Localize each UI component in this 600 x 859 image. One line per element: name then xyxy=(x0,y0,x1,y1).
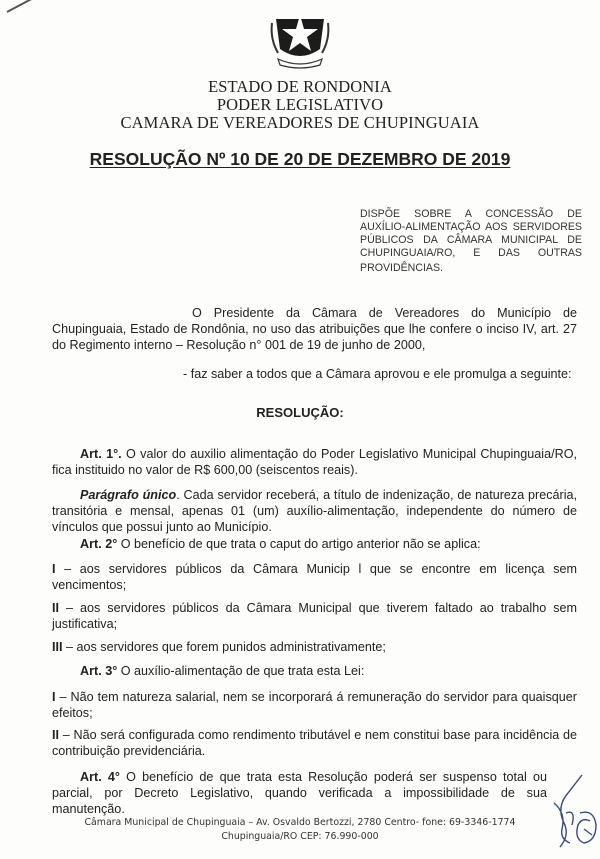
item-text: – aos servidores públicos da Câmara Municipal que tiverem faltado ao trabalho sem justificativa; xyxy=(52,601,577,631)
item-number: I xyxy=(52,690,56,704)
article-3-item xyxy=(52,727,577,759)
item-number: II xyxy=(52,728,59,742)
item-text: – Não tem natureza salarial, nem se incorporará á remuneração do servidor para quaisquer efeitos; xyxy=(52,690,577,720)
item-text: – aos servidores que forem punidos administrativamente; xyxy=(62,640,386,654)
article-3-label: Art. 3° xyxy=(80,664,118,678)
paragrafo-unico xyxy=(52,487,577,535)
preamble: O Presidente da Câmara de Vereadores do Município de Chupinguaia, Estado de Rondônia, no uso das atribuições que lhe confere o inciso IV, art. 27 do Regimento interno – Resolução n° 001 de 19 de junho de 2000, xyxy=(52,306,577,352)
footer-city: Chupinguaia/RO CEP: 76.990-000 xyxy=(221,831,379,842)
item-text: – Não será configurada como rendimento tributável e nem constitui base para incidência de contribuição previdenciária. xyxy=(52,728,577,758)
ementa-line: PÚBLICOS DA CÂMARA MUNICIPAL DE xyxy=(360,234,582,246)
article-1-text: O valor do auxilio alimentação do Poder Legislativo Municipal Chupinguaia/RO, fica instituido no valor de R$ 600,00 (seiscentos reais). xyxy=(52,447,577,477)
promulgation-line: - faz saber a todos que a Câmara aprovou e ele promulga a seguinte: xyxy=(183,367,572,381)
ementa-line: PROVIDÊNCIAS. xyxy=(360,262,444,274)
article-4-label: Art. 4° xyxy=(80,770,120,784)
item-number: II xyxy=(52,601,59,615)
article-3 xyxy=(52,663,577,679)
item-number: III xyxy=(52,640,63,654)
resolution-heading: RESOLUÇÃO: xyxy=(256,405,344,420)
header-branch: PODER LEGISLATIVO xyxy=(216,95,384,114)
article-3-text: O auxílio-alimentação de que trata esta Lei: xyxy=(117,664,365,678)
header-chamber: CAMARA DE VEREADORES DE CHUPINGUAIA xyxy=(120,113,480,132)
ementa-line: DISPÕE SOBRE A CONCESSÃO DE xyxy=(360,208,582,220)
ementa-line: AUXÍLIO-ALIMENTAÇÃO AOS SERVIDORES xyxy=(360,221,582,233)
article-2-text: O benefício de que trata o caput do artigo anterior não se aplica: xyxy=(117,537,481,551)
paragrafo-unico-label: Parágrafo único xyxy=(80,488,177,502)
ementa xyxy=(360,208,582,275)
item-text: – aos servidores públicos da Câmara Municip l que se encontre em licença sem vencimentos; xyxy=(52,562,577,592)
item-number: I xyxy=(52,562,56,576)
article-3-item xyxy=(52,689,577,721)
article-4-text: O benefício de que trata esta Resolução poderá ser suspenso total ou parcial, por Decreto Legislativo, quando verificada a impossibilidade de sua manutenção. xyxy=(52,770,548,816)
article-1 xyxy=(52,446,577,478)
article-2-item xyxy=(52,639,577,655)
article-2 xyxy=(52,536,577,552)
article-2-item xyxy=(52,561,577,593)
ementa-line: CHUPINGUAIA/RO, E DAS OUTRAS xyxy=(360,247,582,259)
paragrafo-unico-text: . Cada servidor receberá, a título de indenização, de natureza precária, transitória e mensal, apenas 01 (um) auxílio-alimentação, independente do número de vínculos que possui junto ao Município. xyxy=(52,488,578,534)
article-2-item xyxy=(52,600,577,632)
article-2-label: Art. 2° xyxy=(80,537,118,551)
article-4 xyxy=(52,769,547,817)
pen-mark xyxy=(7,0,34,13)
signature-initials xyxy=(546,773,600,853)
coat-of-arms-icon xyxy=(268,5,332,71)
article-1-label: Art. 1°. xyxy=(80,447,122,461)
document-title: RESOLUÇÃO Nº 10 DE 20 DE DEZEMBRO DE 2019 xyxy=(89,149,511,169)
header-state: ESTADO DE RONDONIA xyxy=(208,77,392,96)
footer-address: Câmara Municipal de Chupinguaia – Av. Osvaldo Bertozzi, 2780 Centro- fone: 69-3346-1774 xyxy=(84,817,516,828)
